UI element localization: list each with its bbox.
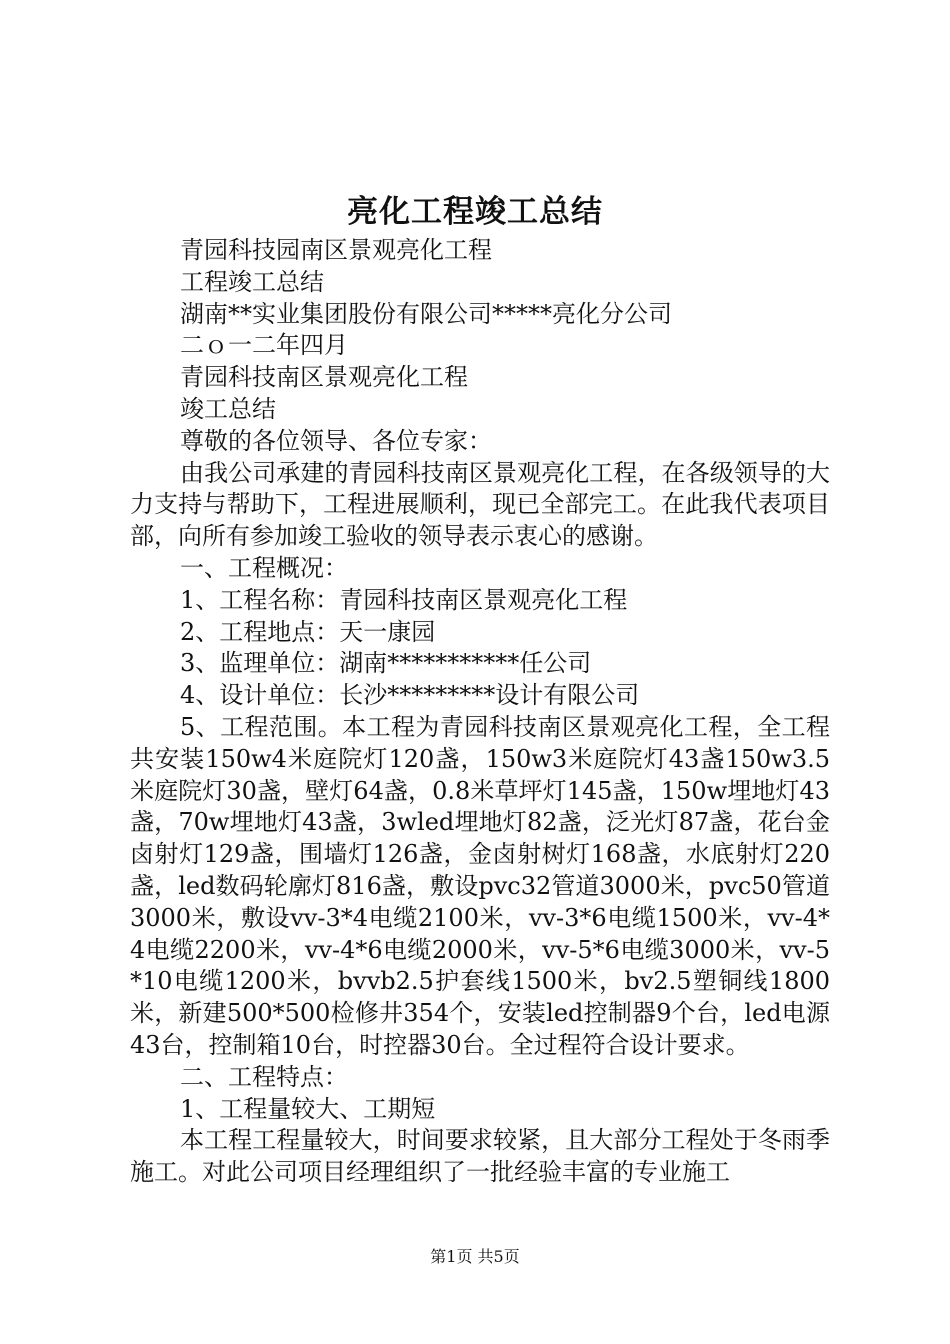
page-number: 第1页 共5页 [430, 1247, 520, 1266]
salutation: 尊敬的各位领导、各位专家： [180, 426, 492, 455]
features-subheading: 1、工程量较大、工期短 [180, 1094, 436, 1123]
overview-item-designer: 4、设计单位：长沙*********设计有限公司 [180, 681, 640, 710]
section-heading-overview: 一、工程概况： [180, 553, 348, 582]
cover-line-project: 青园科技园南区景观亮化工程 [180, 236, 492, 264]
section-heading-features: 二、工程特点： [180, 1062, 348, 1091]
intro-paragraph: 由我公司承建的青园科技南区景观亮化工程，在各级领导的大力支持与帮助下，工程进展顺利，现已全部完工。在此我代表项目部，向所有参加竣工验收的领导表示衷心的感谢。 [130, 458, 830, 551]
overview-item-supervisor: 3、监理单位：湖南***********任公司 [180, 649, 592, 678]
cover-line-report-type: 工程竣工总结 [180, 267, 324, 296]
cover-line-summary: 竣工总结 [180, 394, 276, 423]
features-paragraph: 本工程工程量较大，时间要求较紧，且大部分工程处于冬雨季施工。对此公司项目经理组织了一批经验丰富的专业施工 [130, 1126, 830, 1187]
document-body [130, 235, 830, 1189]
document-title: 亮化工程竣工总结 [347, 194, 603, 230]
cover-line-date: 二ｏ一二年四月 [180, 331, 348, 360]
overview-scope-paragraph: 5、工程范围。本工程为青园科技南区景观亮化工程，全工程共安装150w4米庭院灯120盏，150w3米庭院灯43盏150w3.5米庭院灯30盏，壁灯64盏，0.8米草坪灯145盏，150w埋地灯43盏，70w埋地灯43盏，3wled埋地灯82盏，泛光灯87盏，花台金卤射灯129盏，围墙灯126盏，金卤射树灯168盏，水底射灯220盏，led数码轮廓灯816盏，敷设pvc32管道3000米，pvc50管道3000米，敷设vv-3*4电缆2100米，vv-3*6电缆1500米，vv-4*4电缆2200米，vv-4*6电缆2000米，vv-5*6电缆3000米，vv-5*10电缆1200米，bvvb2.5护套线1500米，bv2.5塑铜线1800米，新建500*500检修井354个，安装led控制器9个台，led电源43台，控制箱10台，时控器30台。全过程符合设计要求。 [130, 712, 830, 1059]
overview-item-location: 2、工程地点：天一康园 [180, 617, 436, 646]
cover-line-company: 湖南**实业集团股份有限公司*****亮化分公司 [180, 299, 672, 328]
cover-line-project-2: 青园科技南区景观亮化工程 [180, 363, 468, 392]
overview-item-name: 1、工程名称：青园科技南区景观亮化工程 [180, 585, 628, 614]
